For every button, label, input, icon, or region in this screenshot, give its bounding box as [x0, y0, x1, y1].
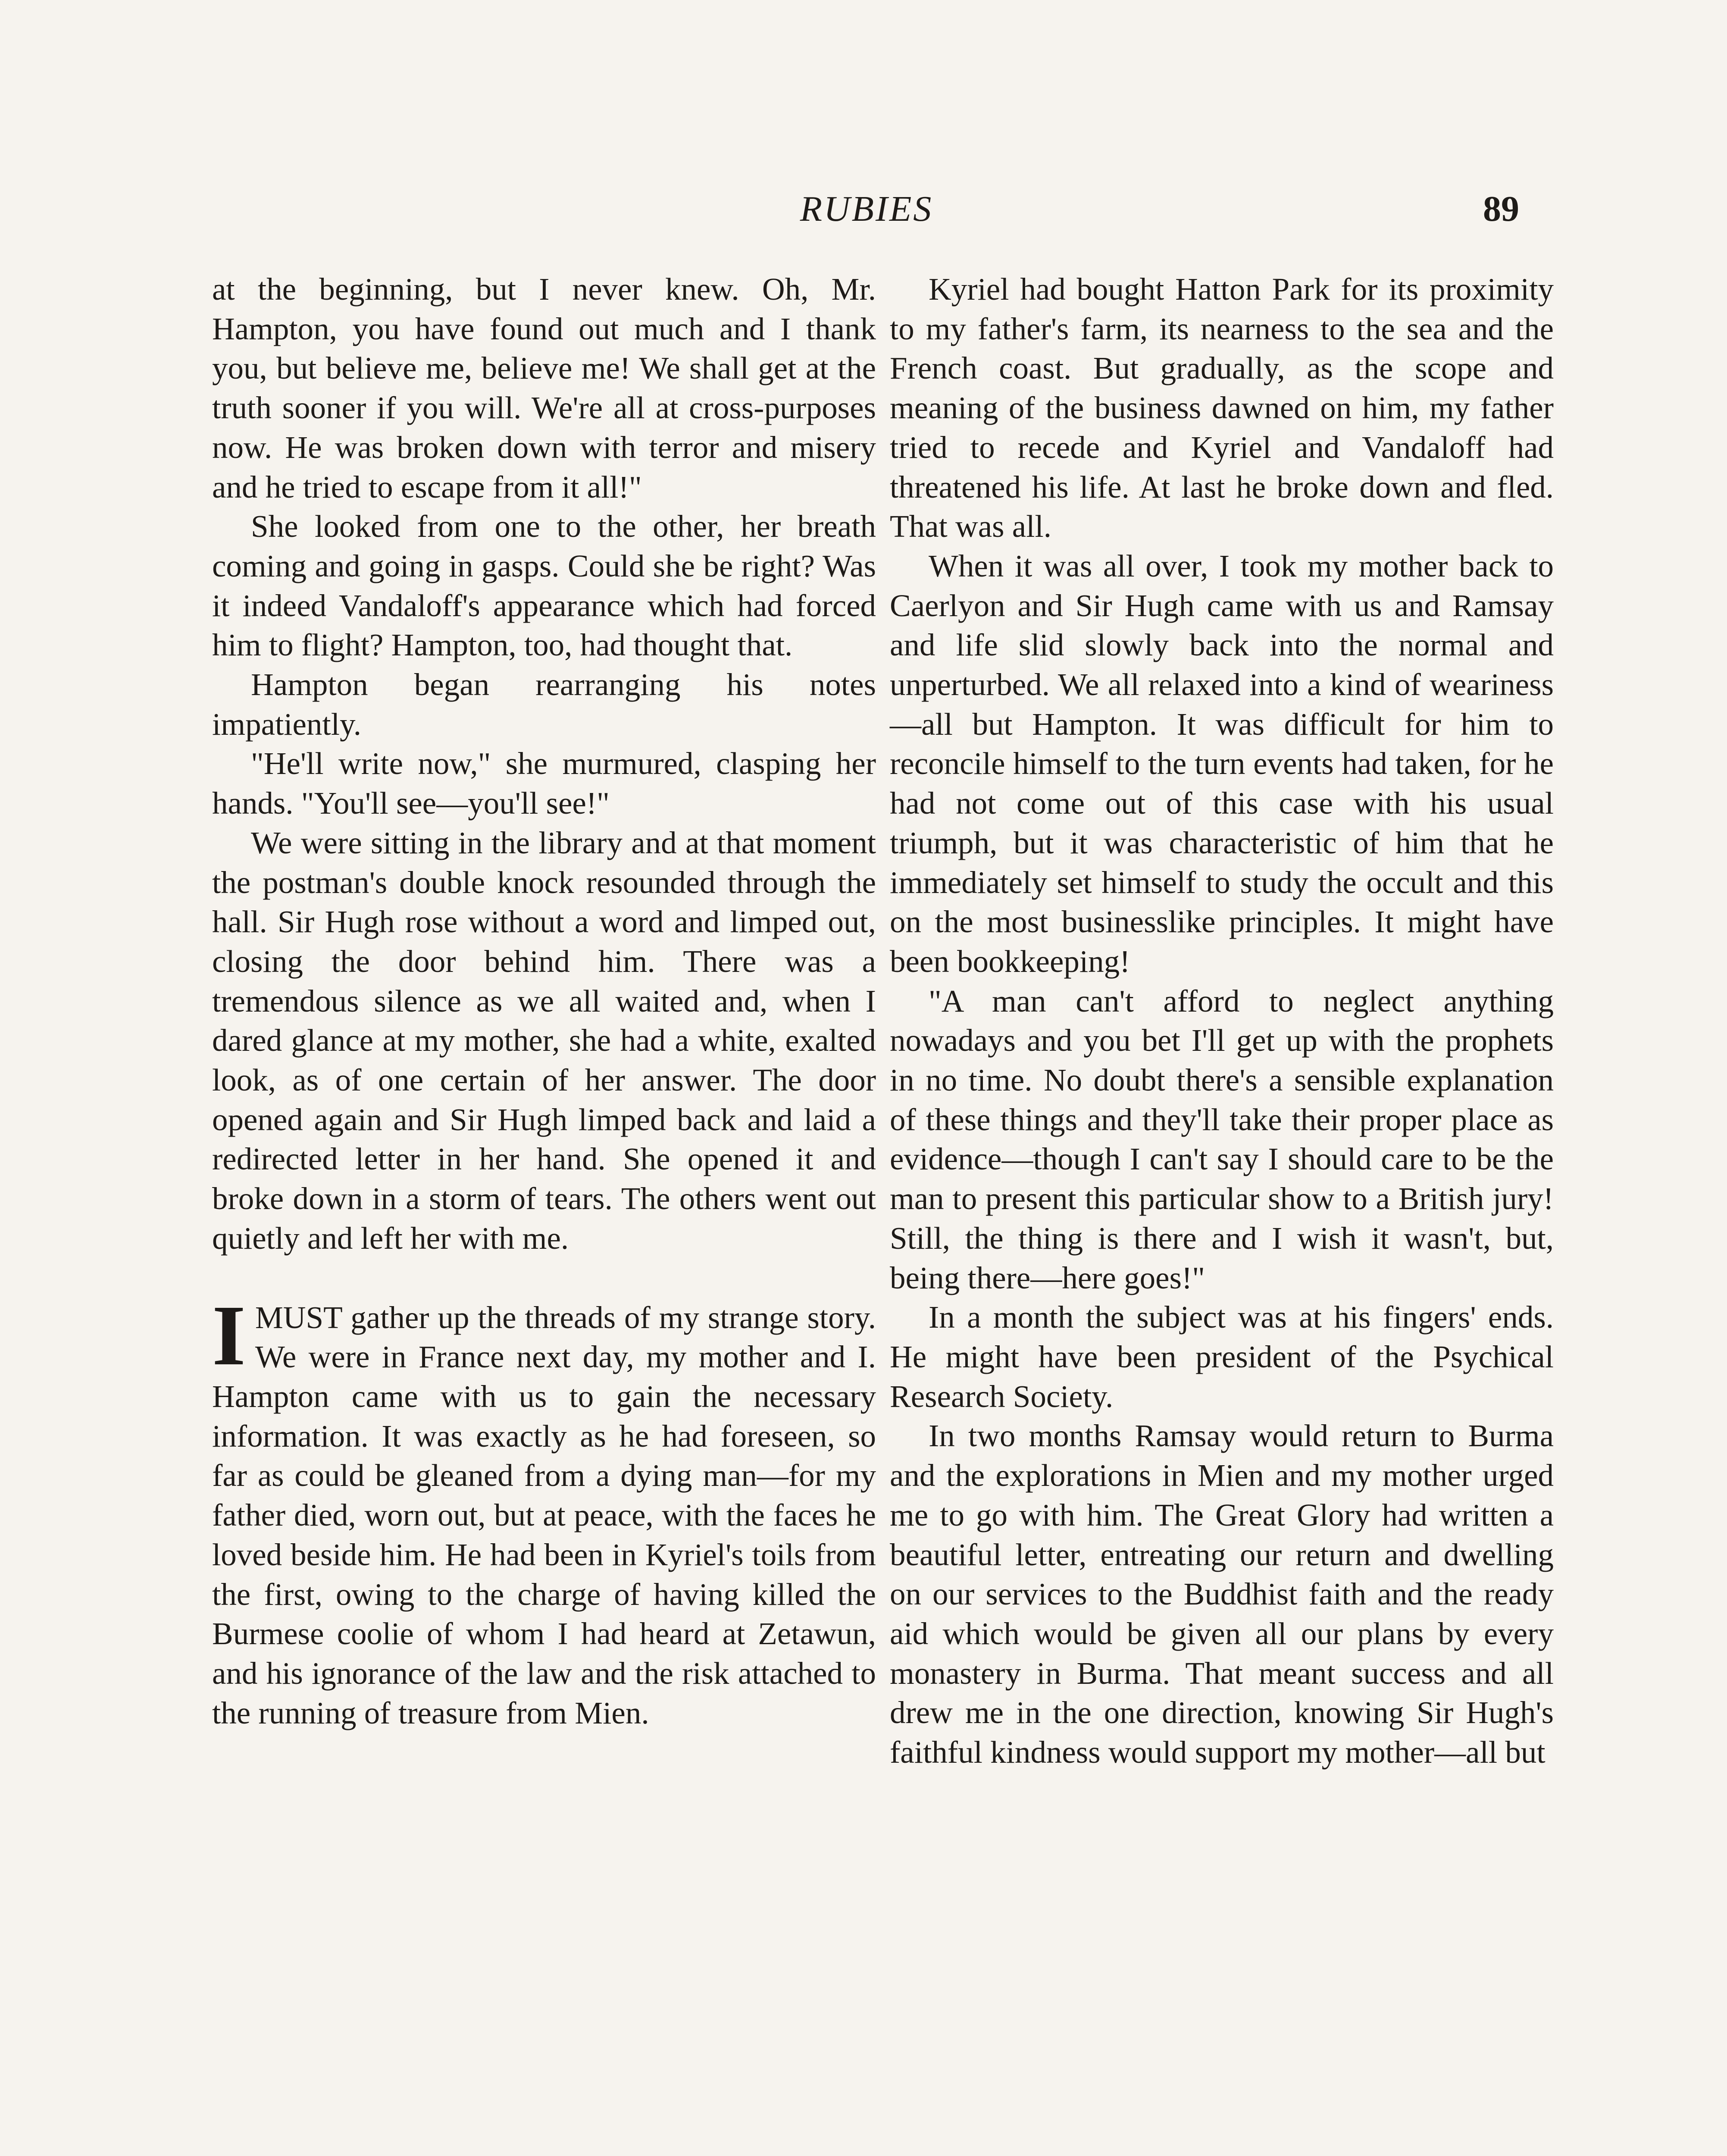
paragraph-8: "A man can't afford to neglect anything nowadays and you bet I'll get up with the prophets in no time. No doubt there's a sensible explanation of these things and they'll take their proper place as evidence—though I can't say I should care to be the man to present this particular show to a British jury! Still, the thing is there and I wish it wasn't, but, being there—here goes!" — [890, 983, 1554, 1295]
section-break — [212, 1258, 876, 1298]
section-opening-paragraph — [212, 1288, 876, 1733]
paragraph-3: Hampton began rearranging his notes impatiently. — [212, 667, 876, 742]
left-column — [212, 270, 876, 1733]
paragraph-2: She looked from one to the other, her breath coming and going in gasps. Could she be right? Was it indeed Vandaloff's appearance which had forced him to flight? Hampton, too, had thought that. — [212, 509, 876, 663]
paragraph-9: In a month the subject was at his fingers' ends. He might have been president of the Psychical Research Society. — [890, 1300, 1554, 1414]
paragraph-6: Kyriel had bought Hatton Park for its proximity to my father's farm, its nearness to the sea and the French coast. But gradually, as the scope and meaning of the business dawned on him, my father tried to recede and Kyriel and Vandaloff had threatened his life. At last he broke down and fled. That was all. — [890, 272, 1554, 544]
page-header — [0, 183, 1727, 239]
section-opening-text: MUST gather up the threads of my strange story. We were in France next day, my mother and I. Hampton came with us to gain the necessary information. It was exactly as he had foreseen, so far as could be gleaned from a dying man—for my father died, worn out, but at peace, with the faces he loved beside him. He had been in Kyriel's toils from the first, owing to the charge of having killed the Burmese coolie of whom I had heard at Zetawun, and his ignorance of the law and the risk attached to the running of treasure from Mien. — [212, 1300, 876, 1730]
paragraph-1: at the beginning, but I never knew. Oh, Mr. Hampton, you have found out much and I thank you, but believe me, believe me! We shall get at the truth sooner if you will. We're all at cross-purposes now. He was broken down with terror and misery and he tried to escape from it all!" — [212, 272, 876, 505]
paragraph-4: "He'll write now," she murmured, clasping her hands. "You'll see—you'll see!" — [212, 746, 876, 821]
page-number: 89 — [1483, 189, 1519, 229]
paragraph-7: When it was all over, I took my mother back to Caerlyon and Sir Hugh came with us and Ramsay and life slid slowly back into the normal and unperturbed. We all relaxed into a kind of weariness—all but Hampton. It was difficult for him to reconcile himself to the turn events had taken, for he had not come out of this case with his usual triumph, but it was characteristic of him that he immediately set himself to study the occult and this on the most businesslike principles. It might have been bookkeeping! — [890, 548, 1554, 979]
drop-cap: I — [212, 1288, 246, 1383]
paragraph-5: We were sitting in the library and at that moment the postman's double knock resounded through the hall. Sir Hugh rose without a word and limped out, closing the door behind him. There was a tremendous silence as we all waited and, when I dared glance at my mother, she had a white, exalted look, as of one certain of her answer. The door opened again and Sir Hugh limped back and laid a redirected letter in her hand. She opened it and broke down in a storm of tears. The others went out quietly and left her with me. — [212, 825, 876, 1256]
paragraph-10: In two months Ramsay would return to Burma and the explorations in Mien and my mother urged me to go with him. The Great Glory had written a beautiful letter, entreating our return and dwelling on our services to the Buddhist faith and the ready aid which would be given all our plans by every monastery in Burma. That meant success and all drew me in the one direction, knowing Sir Hugh's faithful kindness would support my mother—all but — [890, 1418, 1554, 1770]
running-title: RUBIES — [800, 189, 933, 229]
right-column — [890, 270, 1554, 1772]
